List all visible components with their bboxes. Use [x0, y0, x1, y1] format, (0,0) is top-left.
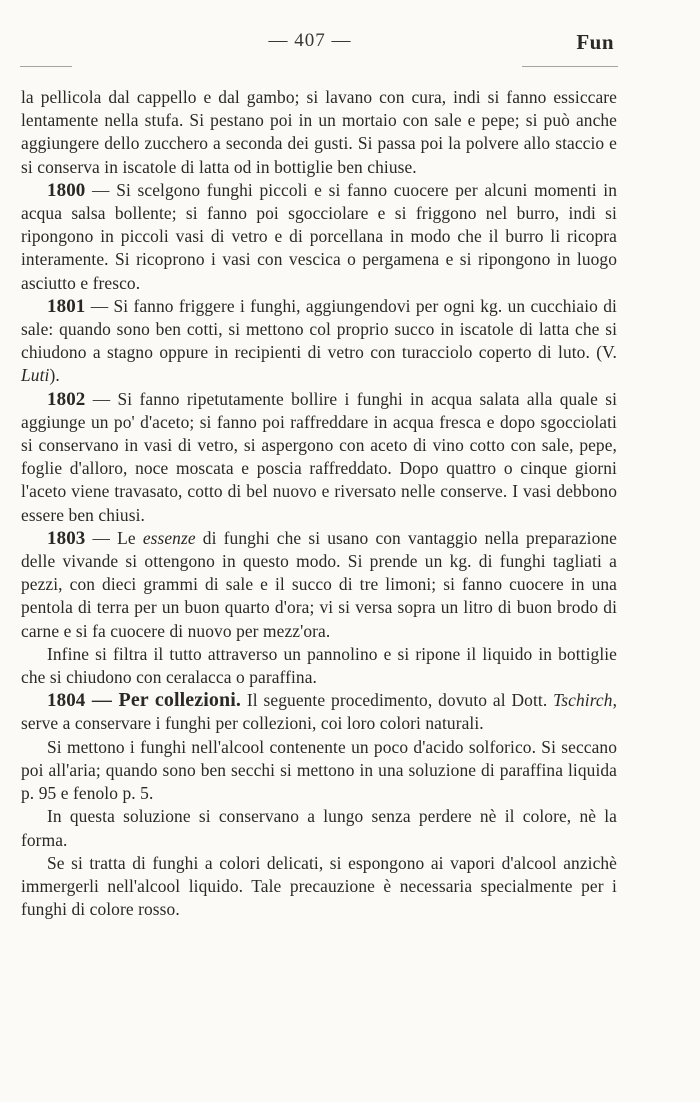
paragraph-text: — Si scelgono funghi piccoli e si fanno cuocere per alcuni momenti in acqua salsa bollente; si fanno poi sgocciolare e si friggono nel burro, indi si ripongono in piccoli vasi di vetro e di porcellana in modo che il burro li ricopra interamente. Si ricoprono i vasi con vescica o pergamena e si ripongono in luogo asciutto e fresco.: [21, 179, 617, 293]
paragraph-text: , serve a conservare i funghi per collezioni, coi loro colori naturali.: [21, 690, 618, 734]
recipe-number: 1802: [47, 388, 86, 410]
paragraph-1804-step1: Si mettono i funghi nell'alcool contenente un poco d'acido solforico. Si seccano poi all'aria; quando sono ben secchi si mettono in una soluzione di paraffina liquida p. 95 e fenolo p. 5.: [21, 736, 617, 804]
recipe-number: 1804: [47, 690, 86, 712]
paragraph-text: di funghi che si usano con vantaggio nella preparazione delle vivande si ottengono in questo modo. Si prende un kg. di funghi tagliati a pezzi, con dieci grammi di sale e il succo di tre limoni; si fanno cuocere in una pentola di terra per un buon quarto d'ora; vi si versa sopra un litro di buon brodo di carne e si fa cuocere di nuovo per mezz'ora.: [21, 527, 617, 641]
page-header: [0, 30, 700, 60]
paragraph-text: Il seguente procedimento, dovuto al Dott.: [241, 690, 554, 711]
paragraph-text: — Si fanno ripetutamente bollire i funghi in acqua salata alla quale si aggiunge un po' d'aceto; si fanno poi raffreddare in acqua fresca e dopo sgocciolati si conservano in vasi di vetro, si aspergono con aceto di vino cotto con sale, pepe, foglie d'alloro, noce moscata e poscia raffreddato. Dopo quattro o cinque giorni l'aceto viene travasato, cotto di bel nuovo e riversato nelle conserve. I vasi debbono essere ben chiusi.: [21, 388, 617, 525]
author-name: Tschirch: [553, 690, 613, 711]
paragraph-1804: [21, 689, 617, 735]
header-rule-left: [20, 66, 72, 67]
paragraph-text: ).: [49, 365, 60, 386]
running-head: Fun: [576, 30, 614, 54]
paragraph-1800: [21, 179, 617, 295]
paragraph-1804-step3: Se si tratta di funghi a colori delicati, si espongono ai vapori d'alcool anzichè immergerli nell'alcool liquido. Tale precauzione è necessaria specialmente per i funghi di colore rosso.: [21, 852, 617, 920]
paragraph-1803-cont: Infine si filtra il tutto attraverso un pannolino e si ripone il liquido in bottiglie che si chiudono con ceralacca o paraffina.: [21, 643, 617, 688]
cross-reference: Luti: [21, 365, 50, 386]
paragraph-text: — Le: [85, 527, 143, 548]
paragraph-text: — Si fanno friggere i funghi, aggiungendovi per ogni kg. un cucchiaio di sale: quando sono ben cotti, si mettono col proprio succo in iscatole di latta che si chiudono a stagno oppure in recipienti di vetro con turacciolo coperto di luto. (V.: [21, 295, 617, 363]
recipe-number: 1800: [47, 179, 86, 201]
paragraph-1804-step2: In questa soluzione si conservano a lungo senza perdere nè il colore, nè la forma.: [21, 806, 617, 850]
recipe-number: 1803: [47, 527, 86, 549]
section-heading: — Per collezioni.: [85, 689, 242, 712]
paragraph-continuation: la pellicola dal cappello e dal gambo; si lavano con cura, indi si fanno essiccare lentamente nella stufa. Si pestano poi in un mortaio con sale e pepe; si può anche aggiungere dello zucchero a seconda dei gusti. Si passa poi la polvere allo staccio e si conserva in iscatole di latta od in bottiglie ben chiuse.: [21, 87, 617, 177]
body-text: [21, 86, 617, 921]
paragraph-1802: [21, 388, 617, 527]
recipe-number: 1801: [47, 295, 86, 317]
paragraph-1801: [21, 295, 617, 388]
emphasis: essenze: [142, 527, 196, 548]
header-rule-right: [522, 66, 618, 67]
page-number: — 407 —: [268, 30, 352, 51]
paragraph-1803: [21, 527, 617, 643]
